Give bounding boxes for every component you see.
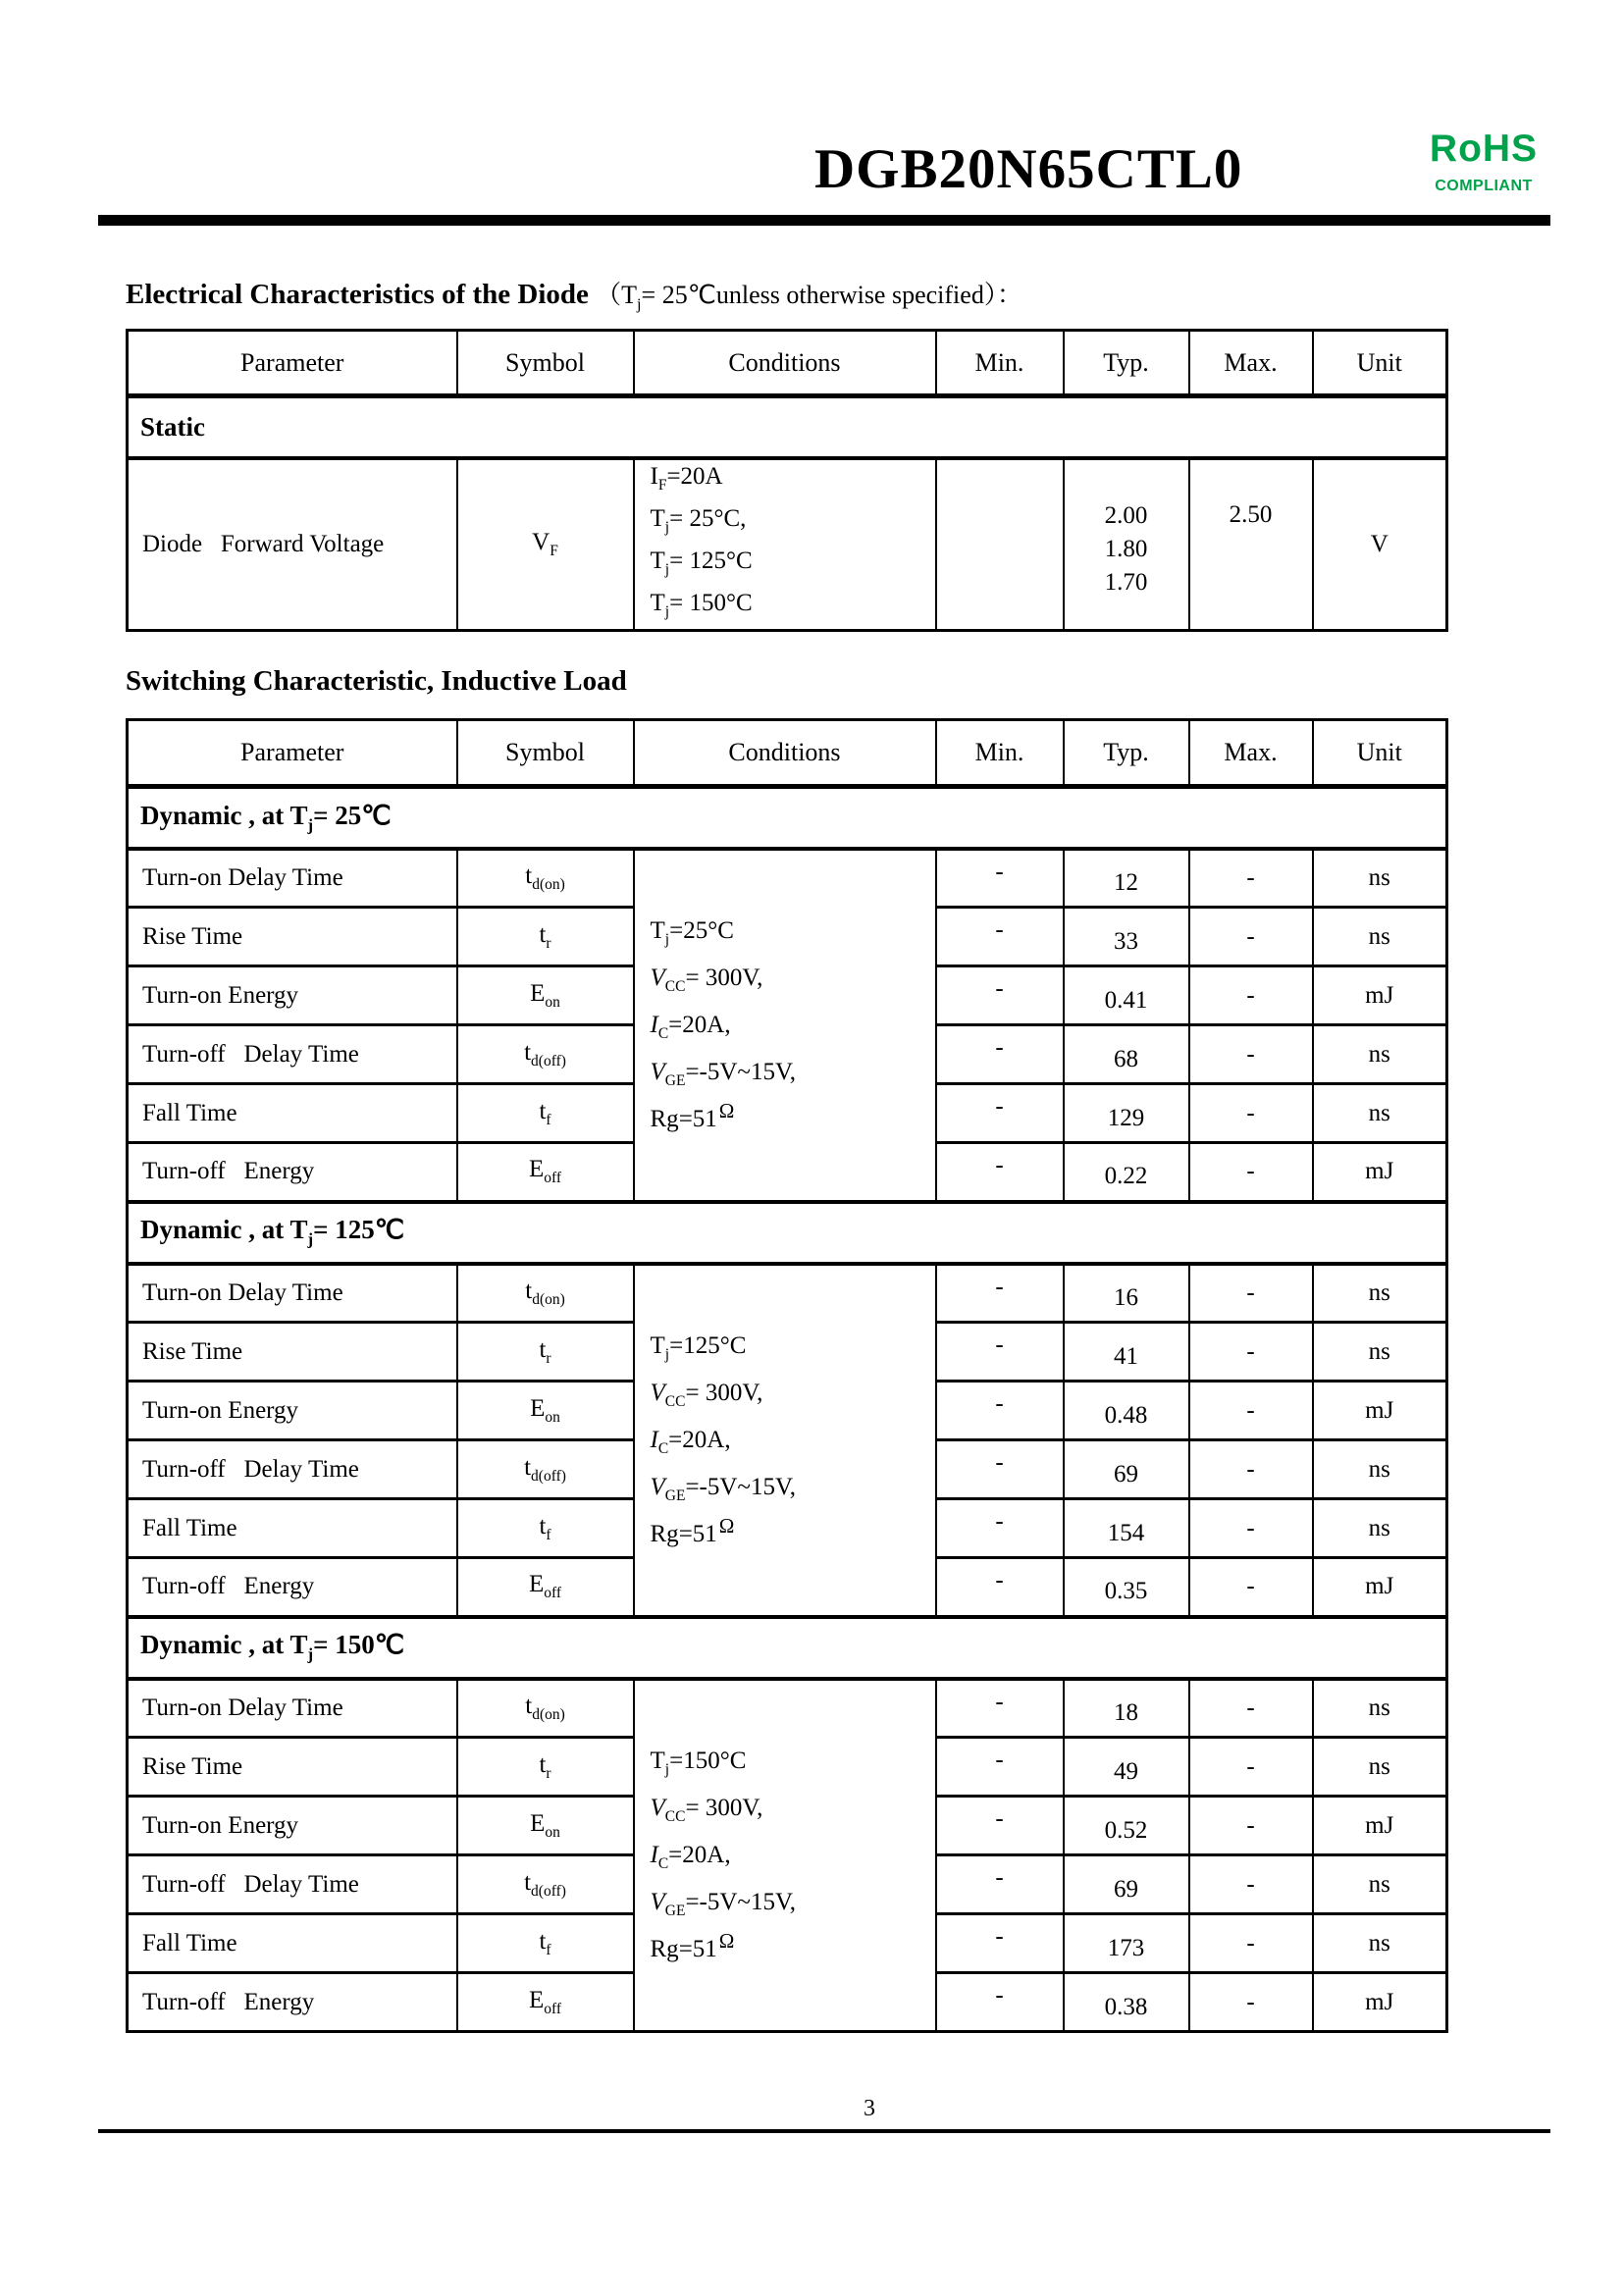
cell-parameter: Turn-off Delay Time xyxy=(128,1855,457,1914)
cell-max: - xyxy=(1189,1084,1313,1143)
cell-symbol: $V_F$ xyxy=(457,458,634,631)
cell-max: 2.50 xyxy=(1189,458,1313,631)
header-rule xyxy=(98,215,1550,226)
cell-max: - xyxy=(1189,966,1313,1025)
cell-max: - xyxy=(1189,1914,1313,1973)
cell-max: - xyxy=(1189,1382,1313,1440)
col-header-unit: Unit xyxy=(1313,331,1447,396)
cell-parameter: Turn-on Delay Time xyxy=(128,849,457,908)
switching-table-header-row xyxy=(128,720,1447,787)
part-number-title: DGB20N65CTL0 xyxy=(814,138,1243,200)
cell-typ: 2.00 1.80 1.70 xyxy=(1064,458,1189,631)
cell-min: - xyxy=(936,1558,1064,1617)
cell-parameter: Fall Time xyxy=(128,1914,457,1973)
cell-symbol: $E_{on}$ xyxy=(457,1797,634,1855)
cell-symbol: $t_{d(on)}$ xyxy=(457,1679,634,1738)
cell-parameter: Turn-off Delay Time xyxy=(128,1025,457,1084)
footer-rule xyxy=(98,2129,1550,2133)
cell-symbol: $t_{d(off)}$ xyxy=(457,1025,634,1084)
cell-typ: 69 xyxy=(1064,1855,1189,1914)
cell-min: - xyxy=(936,1084,1064,1143)
col-header-symbol: Symbol xyxy=(457,331,634,396)
cell-max: - xyxy=(1189,849,1313,908)
cell-typ: 154 xyxy=(1064,1499,1189,1558)
cell-symbol: $t_{d(on)}$ xyxy=(457,1264,634,1323)
cell-min: - xyxy=(936,1679,1064,1738)
section-header-row-125c xyxy=(128,1202,1447,1264)
col-header-conditions: Conditions xyxy=(634,720,936,787)
col-header-min: Min. xyxy=(936,331,1064,396)
cell-parameter: Turn-off Energy xyxy=(128,1973,457,2032)
cell-typ: 129 xyxy=(1064,1084,1189,1143)
cell-symbol: $E_{off}$ xyxy=(457,1973,634,2032)
table-row xyxy=(128,1679,1447,1738)
cell-max: - xyxy=(1189,908,1313,966)
diode-data-row xyxy=(128,458,1447,631)
cell-max: - xyxy=(1189,1264,1313,1323)
cell-symbol: $E_{on}$ xyxy=(457,1382,634,1440)
cell-max: - xyxy=(1189,1855,1313,1914)
cell-symbol: $t_f$ xyxy=(457,1084,634,1143)
cell-min: - xyxy=(936,1914,1064,1973)
cell-typ: 0.48 xyxy=(1064,1382,1189,1440)
cell-parameter: Turn-on Delay Time xyxy=(128,1264,457,1323)
cell-typ: 0.52 xyxy=(1064,1797,1189,1855)
omega-symbol: Ω xyxy=(718,1098,735,1122)
cell-typ: 68 xyxy=(1064,1025,1189,1084)
cell-unit: ns xyxy=(1313,1440,1447,1499)
cell-parameter: Turn-on Energy xyxy=(128,966,457,1025)
col-header-parameter: Parameter xyxy=(128,720,457,787)
section-header-row-150c xyxy=(128,1617,1447,1679)
cell-parameter: Rise Time xyxy=(128,1738,457,1797)
cell-symbol: $t_{d(off)}$ xyxy=(457,1440,634,1499)
cell-parameter: Fall Time xyxy=(128,1499,457,1558)
cell-min: - xyxy=(936,1143,1064,1202)
cell-typ: 173 xyxy=(1064,1914,1189,1973)
cell-min: - xyxy=(936,1025,1064,1084)
cell-unit: ns xyxy=(1313,849,1447,908)
cell-parameter: Rise Time xyxy=(128,908,457,966)
cell-symbol: $E_{off}$ xyxy=(457,1558,634,1617)
cell-typ: 69 xyxy=(1064,1440,1189,1499)
group-label-static: Static xyxy=(128,396,1447,458)
cell-unit: mJ xyxy=(1313,1382,1447,1440)
cell-unit: mJ xyxy=(1313,1973,1447,2032)
cell-unit: V xyxy=(1313,458,1447,631)
col-header-typ: Typ. xyxy=(1064,331,1189,396)
diode-section-heading xyxy=(126,275,1022,314)
cell-conditions: $T_j=125^\circ C$ $V_{CC}= 300V$, $I_C=20A$, $V_{GE}=-5V\sim 15V$, $Rg=51^\Omega$ xyxy=(634,1264,936,1617)
cell-unit: ns xyxy=(1313,1025,1447,1084)
section-title: Dynamic , at $T_j=$ 125℃ xyxy=(128,1202,1447,1264)
section-title: Dynamic , at $T_j=$ 150℃ xyxy=(128,1617,1447,1679)
cell-symbol: $E_{off}$ xyxy=(457,1143,634,1202)
cell-max: - xyxy=(1189,1558,1313,1617)
cell-unit: ns xyxy=(1313,1323,1447,1382)
cell-typ: 41 xyxy=(1064,1323,1189,1382)
cell-symbol: $t_f$ xyxy=(457,1914,634,1973)
cell-min: - xyxy=(936,1323,1064,1382)
omega-symbol: Ω xyxy=(718,1928,735,1953)
cell-max: - xyxy=(1189,1797,1313,1855)
page-number: 3 xyxy=(864,2096,875,2121)
diode-table xyxy=(126,329,1448,632)
col-header-symbol: Symbol xyxy=(457,720,634,787)
cell-parameter: Turn-on Energy xyxy=(128,1382,457,1440)
cell-max: - xyxy=(1189,1738,1313,1797)
cell-unit: ns xyxy=(1313,1738,1447,1797)
cell-parameter: Turn-on Delay Time xyxy=(128,1679,457,1738)
cell-max: - xyxy=(1189,1679,1313,1738)
cell-unit: mJ xyxy=(1313,1797,1447,1855)
diode-heading-bold: Electrical Characteristics of the Diode xyxy=(126,279,589,310)
cell-unit: ns xyxy=(1313,1679,1447,1738)
cell-min: - xyxy=(936,1440,1064,1499)
cell-typ: 0.38 xyxy=(1064,1973,1189,2032)
cell-min: - xyxy=(936,1855,1064,1914)
cell-min: - xyxy=(936,1499,1064,1558)
cell-max: - xyxy=(1189,1499,1313,1558)
cell-parameter: Turn-on Energy xyxy=(128,1797,457,1855)
col-header-max: Max. xyxy=(1189,720,1313,787)
cell-unit: ns xyxy=(1313,1264,1447,1323)
cell-typ: 12 xyxy=(1064,849,1189,908)
cell-symbol: $t_f$ xyxy=(457,1499,634,1558)
cell-typ: 0.35 xyxy=(1064,1558,1189,1617)
cell-parameter: Rise Time xyxy=(128,1323,457,1382)
cell-unit: ns xyxy=(1313,1499,1447,1558)
section-title: Dynamic , at $T_j=$ 25℃ xyxy=(128,787,1447,849)
cell-typ: 18 xyxy=(1064,1679,1189,1738)
cell-conditions: $T_j=25^\circ C$ $V_{CC}= 300V$, $I_C=20A$, $V_{GE}=-5V\sim 15V$, $Rg=51^\Omega$ xyxy=(634,849,936,1202)
rohs-title: RoHS xyxy=(1429,128,1539,170)
cell-min: - xyxy=(936,1797,1064,1855)
cell-min: - xyxy=(936,908,1064,966)
cell-unit: mJ xyxy=(1313,1558,1447,1617)
cell-parameter: Turn-off Delay Time xyxy=(128,1440,457,1499)
col-header-min: Min. xyxy=(936,720,1064,787)
col-header-conditions: Conditions xyxy=(634,331,936,396)
cell-min: - xyxy=(936,1738,1064,1797)
table-row xyxy=(128,1264,1447,1323)
cell-parameter: Diode Forward Voltage xyxy=(128,458,457,631)
rohs-logo xyxy=(1405,130,1562,194)
cell-parameter: Turn-off Energy xyxy=(128,1558,457,1617)
cell-conditions: $I_F=20A$ $T_j= 25^\circ C$, $T_j= 125^\circ C$ $T_j= 150^\circ C$ xyxy=(634,458,936,631)
cell-symbol: $t_r$ xyxy=(457,1738,634,1797)
col-header-unit: Unit xyxy=(1313,720,1447,787)
cell-min: - xyxy=(936,849,1064,908)
switching-section-heading: Switching Characteristic, Inductive Load xyxy=(126,665,627,697)
cell-parameter: Turn-off Energy xyxy=(128,1143,457,1202)
cell-unit: mJ xyxy=(1313,966,1447,1025)
cell-min: - xyxy=(936,1973,1064,2032)
cell-max: - xyxy=(1189,1973,1313,2032)
diode-heading-conditions: （$T_j=$ 25℃unless otherwise specified）： xyxy=(596,281,1022,314)
cell-parameter: Fall Time xyxy=(128,1084,457,1143)
cell-symbol: $t_{d(off)}$ xyxy=(457,1855,634,1914)
omega-symbol: Ω xyxy=(718,1513,735,1538)
cell-symbol: $t_r$ xyxy=(457,1323,634,1382)
cell-unit: mJ xyxy=(1313,1143,1447,1202)
cell-symbol: $E_{on}$ xyxy=(457,966,634,1025)
cell-symbol: $t_{d(on)}$ xyxy=(457,849,634,908)
col-header-typ: Typ. xyxy=(1064,720,1189,787)
cell-max: - xyxy=(1189,1025,1313,1084)
cell-conditions: $T_j=150^\circ C$ $V_{CC}= 300V$, $I_C=20A$, $V_{GE}=-5V\sim 15V$, $Rg=51^\Omega$ xyxy=(634,1679,936,2032)
cell-min xyxy=(936,458,1064,631)
cell-symbol: $t_r$ xyxy=(457,908,634,966)
section-header-row-25c xyxy=(128,787,1447,849)
static-group-row xyxy=(128,396,1447,458)
cell-max: - xyxy=(1189,1143,1313,1202)
cell-typ: 16 xyxy=(1064,1264,1189,1323)
cell-unit: ns xyxy=(1313,1084,1447,1143)
cell-min: - xyxy=(936,966,1064,1025)
cell-typ: 49 xyxy=(1064,1738,1189,1797)
cell-min: - xyxy=(936,1264,1064,1323)
table-row xyxy=(128,849,1447,908)
col-header-parameter: Parameter xyxy=(128,331,457,396)
cell-typ: 0.22 xyxy=(1064,1143,1189,1202)
cell-unit: ns xyxy=(1313,1914,1447,1973)
switching-table xyxy=(126,718,1448,2033)
diode-table-header-row xyxy=(128,331,1447,396)
cell-unit: ns xyxy=(1313,1855,1447,1914)
cell-typ: 33 xyxy=(1064,908,1189,966)
cell-unit: ns xyxy=(1313,908,1447,966)
rohs-compliant-label: COMPLIANT xyxy=(1435,178,1533,194)
col-header-max: Max. xyxy=(1189,331,1313,396)
cell-max: - xyxy=(1189,1323,1313,1382)
cell-typ: 0.41 xyxy=(1064,966,1189,1025)
cell-min: - xyxy=(936,1382,1064,1440)
cell-max: - xyxy=(1189,1440,1313,1499)
